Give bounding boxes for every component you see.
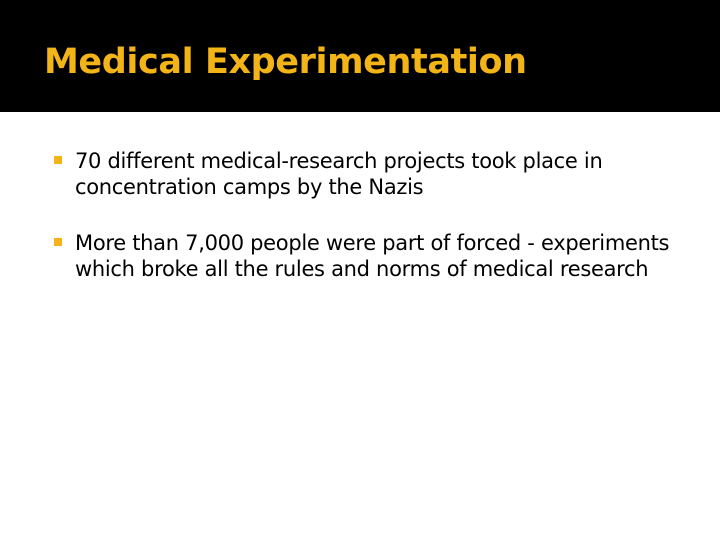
slide-title: Medical Experimentation xyxy=(44,42,527,82)
title-bar xyxy=(0,0,720,112)
bullet-list xyxy=(48,148,688,312)
bullet-item xyxy=(48,230,688,282)
bullet-item xyxy=(48,148,688,200)
bullet-text: More than 7,000 people were part of forced - experiments which broke all the rules and norms of medical research xyxy=(75,231,670,281)
square-bullet-icon xyxy=(54,238,62,246)
square-bullet-icon xyxy=(54,156,62,164)
bullet-text: 70 different medical-research projects took place in concentration camps by the Nazis xyxy=(75,149,603,199)
